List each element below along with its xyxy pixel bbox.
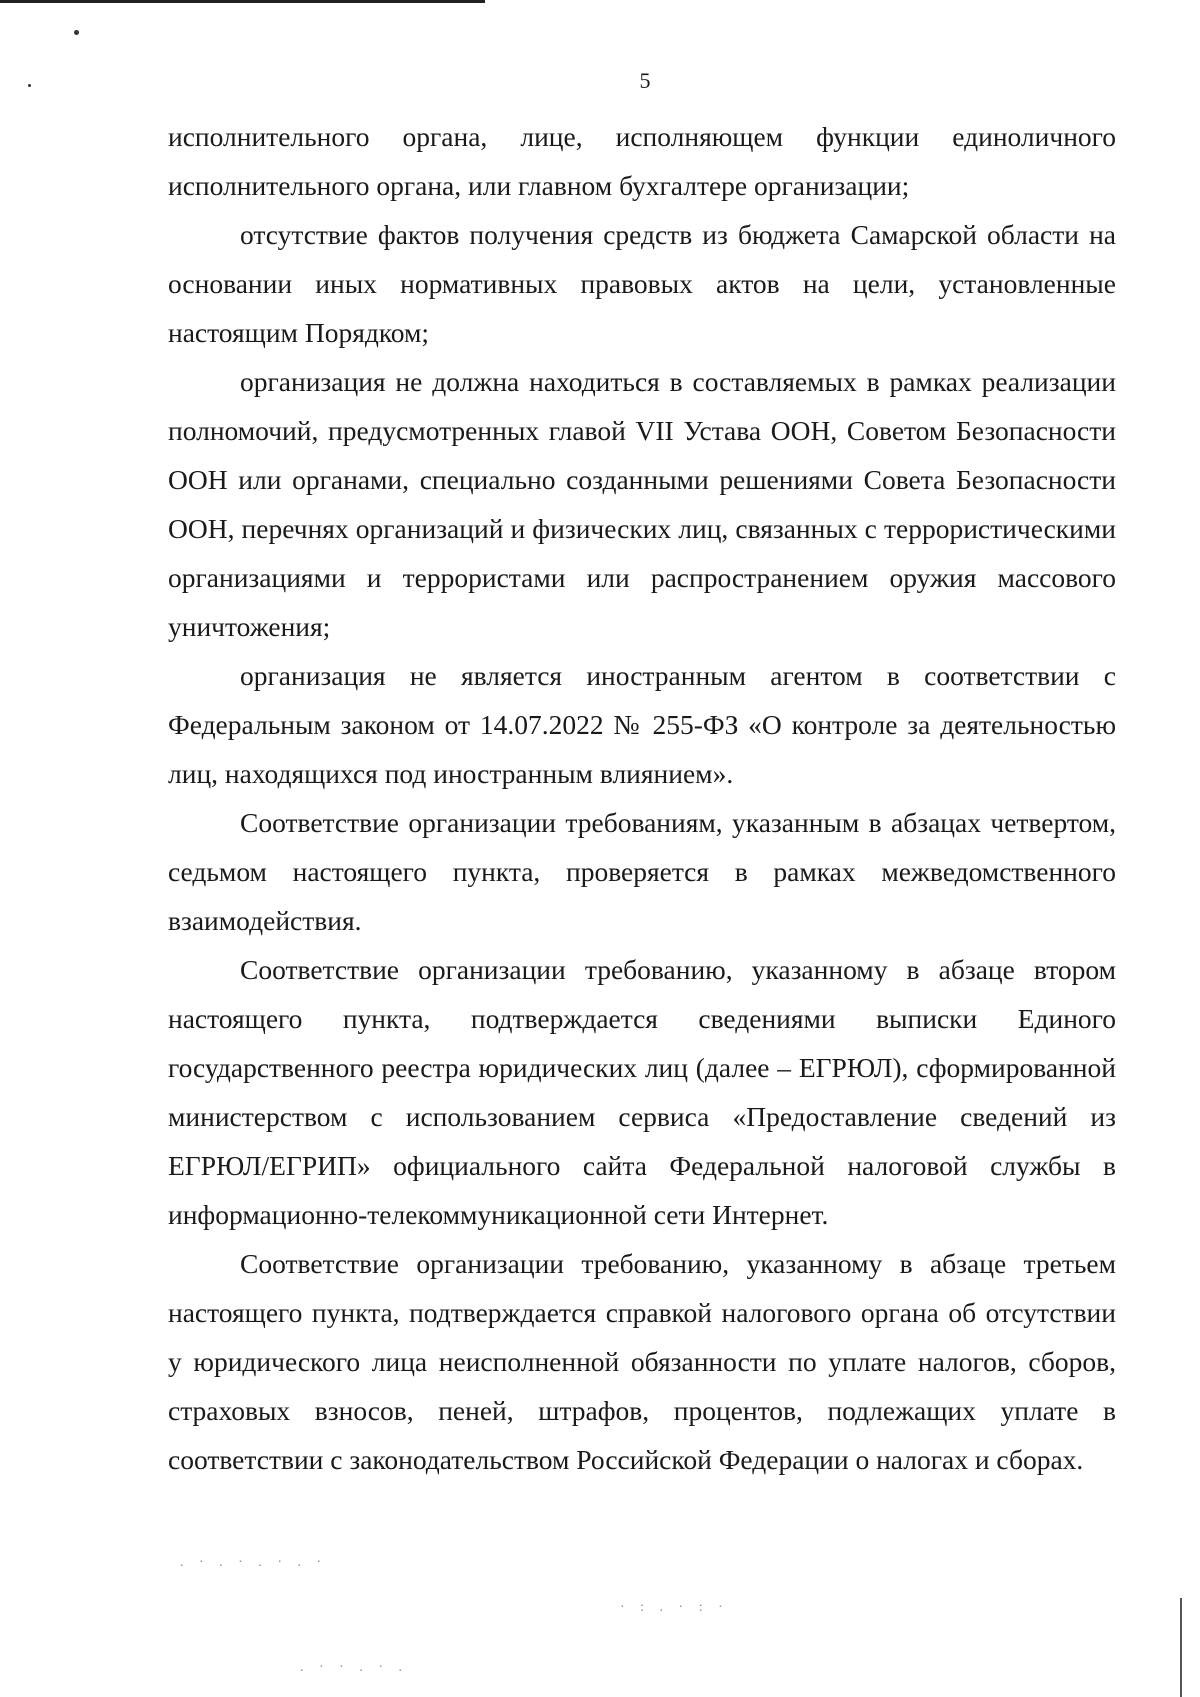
paragraph-2: отсутствие фактов получения средств из бюджета Самарской области на основании иных нормативных правовых актов на цели, установленные настоящим Порядком; (168, 219, 1116, 348)
paragraph-3: организация не должна находиться в составляемых в рамках реализации полномочий, предусмотренных главой VII Устава ООН, Советом Безопасности ООН или органами, специально созданными решениями Совета Безопасности ООН, перечнях организаций и физических лиц, связанных с террористическими организациями и террористами или распространением оружия массового уничтожения; (168, 366, 1116, 642)
scan-speck (74, 30, 79, 35)
paragraph-5: Соответствие организации требованиям, указанным в абзацах четвертом, седьмом настоящего пункта, проверяется в рамках межведомственного взаимодействия. (168, 807, 1116, 936)
page-number: 5 (639, 68, 651, 93)
scan-right-edge (1180, 1598, 1182, 1697)
scan-top-edge (0, 0, 485, 3)
scan-noise: . · · . · . (300, 1660, 408, 1675)
scan-noise: . · . · . · . · (180, 1555, 328, 1570)
paragraph-7: Соответствие организации требованию, указанному в абзаце третьем настоящего пункта, подтверждается справкой налогового органа об отсутствии у юридического лица неисполненной обязанности по уплате налогов, сборов, страховых взносов, пеней, штрафов, процентов, подлежащих уплате в соответствии с законодательством Российской Федерации о налогах и сборах. (168, 1248, 1116, 1475)
scan-noise: · : . · : · (620, 1600, 729, 1615)
document-body (168, 112, 1116, 1484)
paragraph-4: организация не является иностранным агентом в соответствии с Федеральным законом от 14.07.2022 № 255-ФЗ «О контроле за деятельностью лиц, находящихся под иностранным влиянием». (168, 660, 1116, 789)
paragraph-6: Соответствие организации требованию, указанному в абзаце втором настоящего пункта, подтверждается сведениями выписки Единого государственного реестра юридических лиц (далее – ЕГРЮЛ), сформированной министерством с использованием сервиса «Предоставление сведений из ЕГРЮЛ/ЕГРИП» официального сайта Федеральной налоговой службы в информационно-телекоммуникационной сети Интернет. (168, 954, 1116, 1230)
paragraph-1: исполнительного органа, лице, исполняющем функции единоличного исполнительного органа, или главном бухгалтере организации; (168, 121, 1116, 201)
